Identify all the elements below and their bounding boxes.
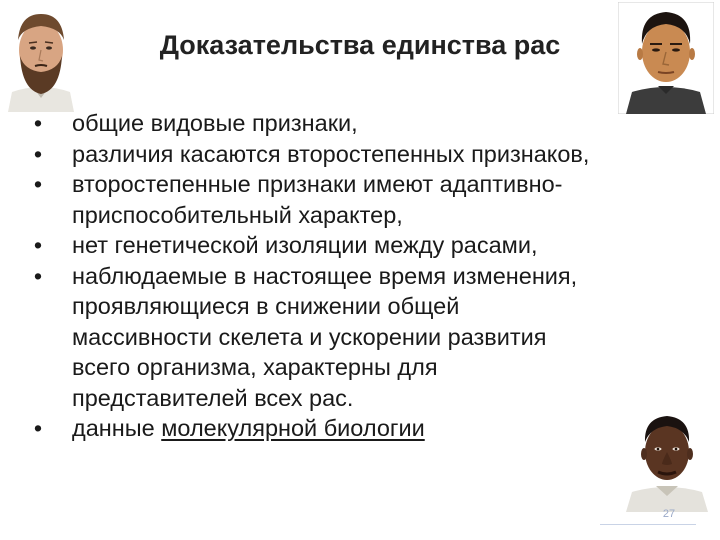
portrait-bearded-man (2, 4, 80, 112)
bullet-text: общие видовые признаки, (72, 110, 358, 136)
page-number: 27 (662, 508, 676, 520)
bullet-item (28, 169, 668, 230)
bullet-item (28, 139, 668, 170)
bullet-text: различия касаются второстепенных признаков, (72, 140, 590, 167)
bullet-symbol: • (33, 171, 43, 197)
bullet-symbol: • (33, 140, 43, 167)
portrait-asian-man (618, 2, 714, 114)
bullet-item (28, 413, 668, 444)
bullet-text: второстепенные признаки имеют адаптивно- приспособительный характер, (72, 171, 563, 228)
bullet-symbol: • (33, 262, 43, 289)
bullet-prefix: данные (72, 415, 162, 441)
bullet-symbol: • (33, 232, 43, 258)
bullet-text: нет генетической изоляции между расами, (72, 232, 538, 258)
bullet-text (72, 413, 668, 444)
bullet-item (28, 108, 668, 139)
bullet-text: наблюдаемые в настоящее время изменения, проявляющиеся в снижении общей массивности скелета и ускорении развития всего организма, характерны для представителей всех рас. (72, 262, 578, 411)
bullet-item (28, 230, 668, 261)
bullet-symbol: • (33, 110, 43, 136)
molecular-biology-link[interactable]: молекулярной биологии (161, 415, 425, 441)
bullet-symbol: • (33, 415, 43, 441)
slide-title: Доказательства единства рас (159, 30, 561, 60)
bullet-list (28, 108, 668, 444)
footer-divider (600, 524, 696, 525)
bullet-item (28, 261, 668, 414)
